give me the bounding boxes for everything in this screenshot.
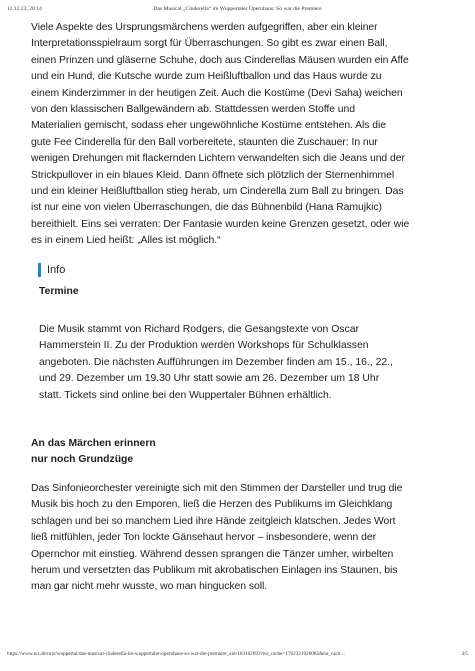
print-header <box>0 6 475 18</box>
section-heading: An das Märchen erinnern nur noch Grundzüge <box>31 438 156 466</box>
info-box-header <box>38 262 438 278</box>
page-number: 4/5 <box>461 651 468 657</box>
print-footer <box>0 651 475 663</box>
article-paragraph: Das Sinfonieorchester vereinigte sich mit den Stimmen der Darsteller und trug die Musik bis hoch zu den Emporen, ließ die Herzen des Publikums im Gleichklang schlagen und bei so manchem Lied ihre Hände zeitgleich klatschen. Jedes Wort ließ mitfühlen, jeder Ton lockte Gänsehaut hervor – insbesondere, wenn der Opernchor mit einstieg. Während dessen sprangen die Tänzer umher, wirbelten herum und versetzten das Publikum mit akrobatischen Einlagen ins Staunen, bis man gar nicht mehr wusste, wo man hingucken soll. <box>31 483 403 593</box>
info-label: Info <box>47 264 66 276</box>
print-page-title: Das Musical „Cinderella“ im Wuppertaler Opernhaus: So war die Premiere <box>153 6 322 12</box>
article-body <box>31 20 441 250</box>
article-paragraph: Viele Aspekte des Ursprungsmärchens werden aufgegriffen, aber ein kleiner Interpretationsspielraum sorgt für Überraschungen. So gibt es zwar einen Ball, einen Prinzen und gläserne Schuhe, doch aus Cinderellas Mäusen wurden ein Affe und ein Hund, die Kutsche wurde zum Heißluftballon und das Haus wurde zu einem Kinderzimmer in der heutigen Zeit. Auch die Kostüme (Devi Saha) weichen von den klassischen Ballgewändern ab. Stattdessen werden Stoffe und Materialien gemischt, sodass eher ungewöhnliche Kostüme entstehen. Als die gute Fee Cinderella für den Ball vorbereitete, staunten die Zuschauer: In nur wenigen Drehungen mit flackernden Lichtern verwandelten sich die Jeans und der Strickpullover in ein blaues Kleid. Dann öffnete sich plötzlich der Sternenhimmel und ein kleiner Heißluftballon stieg herab, um Cinderella zum Ball zu bringen. Das ist nur eine von vielen Überraschungen, die das Bühnenbild (Hana Ramujkic) bereithielt. Eins sei verraten: Der Fantasie wurden keine Grenzen gesetzt, oder wie es in einem Lied heißt: „Alles ist möglich.“ <box>31 22 410 247</box>
info-box <box>38 262 438 401</box>
article-body-2 <box>31 481 443 596</box>
print-date: 11.12.23, 20:14 <box>7 6 42 12</box>
info-subheading: Termine <box>39 286 79 297</box>
print-url: https://www.wz.de/nrw/wuppertal/das-musical-cinderella-im-wuppertaler-opernhaus-so-war-die-premiere_aid-103162693?no_cache=1702321926085&no_cach… <box>7 651 346 657</box>
info-text: Die Musik stammt von Richard Rodgers, die Gesangstexte von Oscar Hammerstein II. Zu der Produktion werden Workshops für Schulklassen angeboten. Die nächsten Aufführungen im Dezember finden am 15., 16., 22., und 29. Dezember um 19.30 Uhr statt sowie am 26. Dezember um 18 Uhr statt. Tickets sind online bei den Wuppertaler Bühnen erhältlich. <box>39 324 393 401</box>
info-accent-bar <box>38 263 41 277</box>
